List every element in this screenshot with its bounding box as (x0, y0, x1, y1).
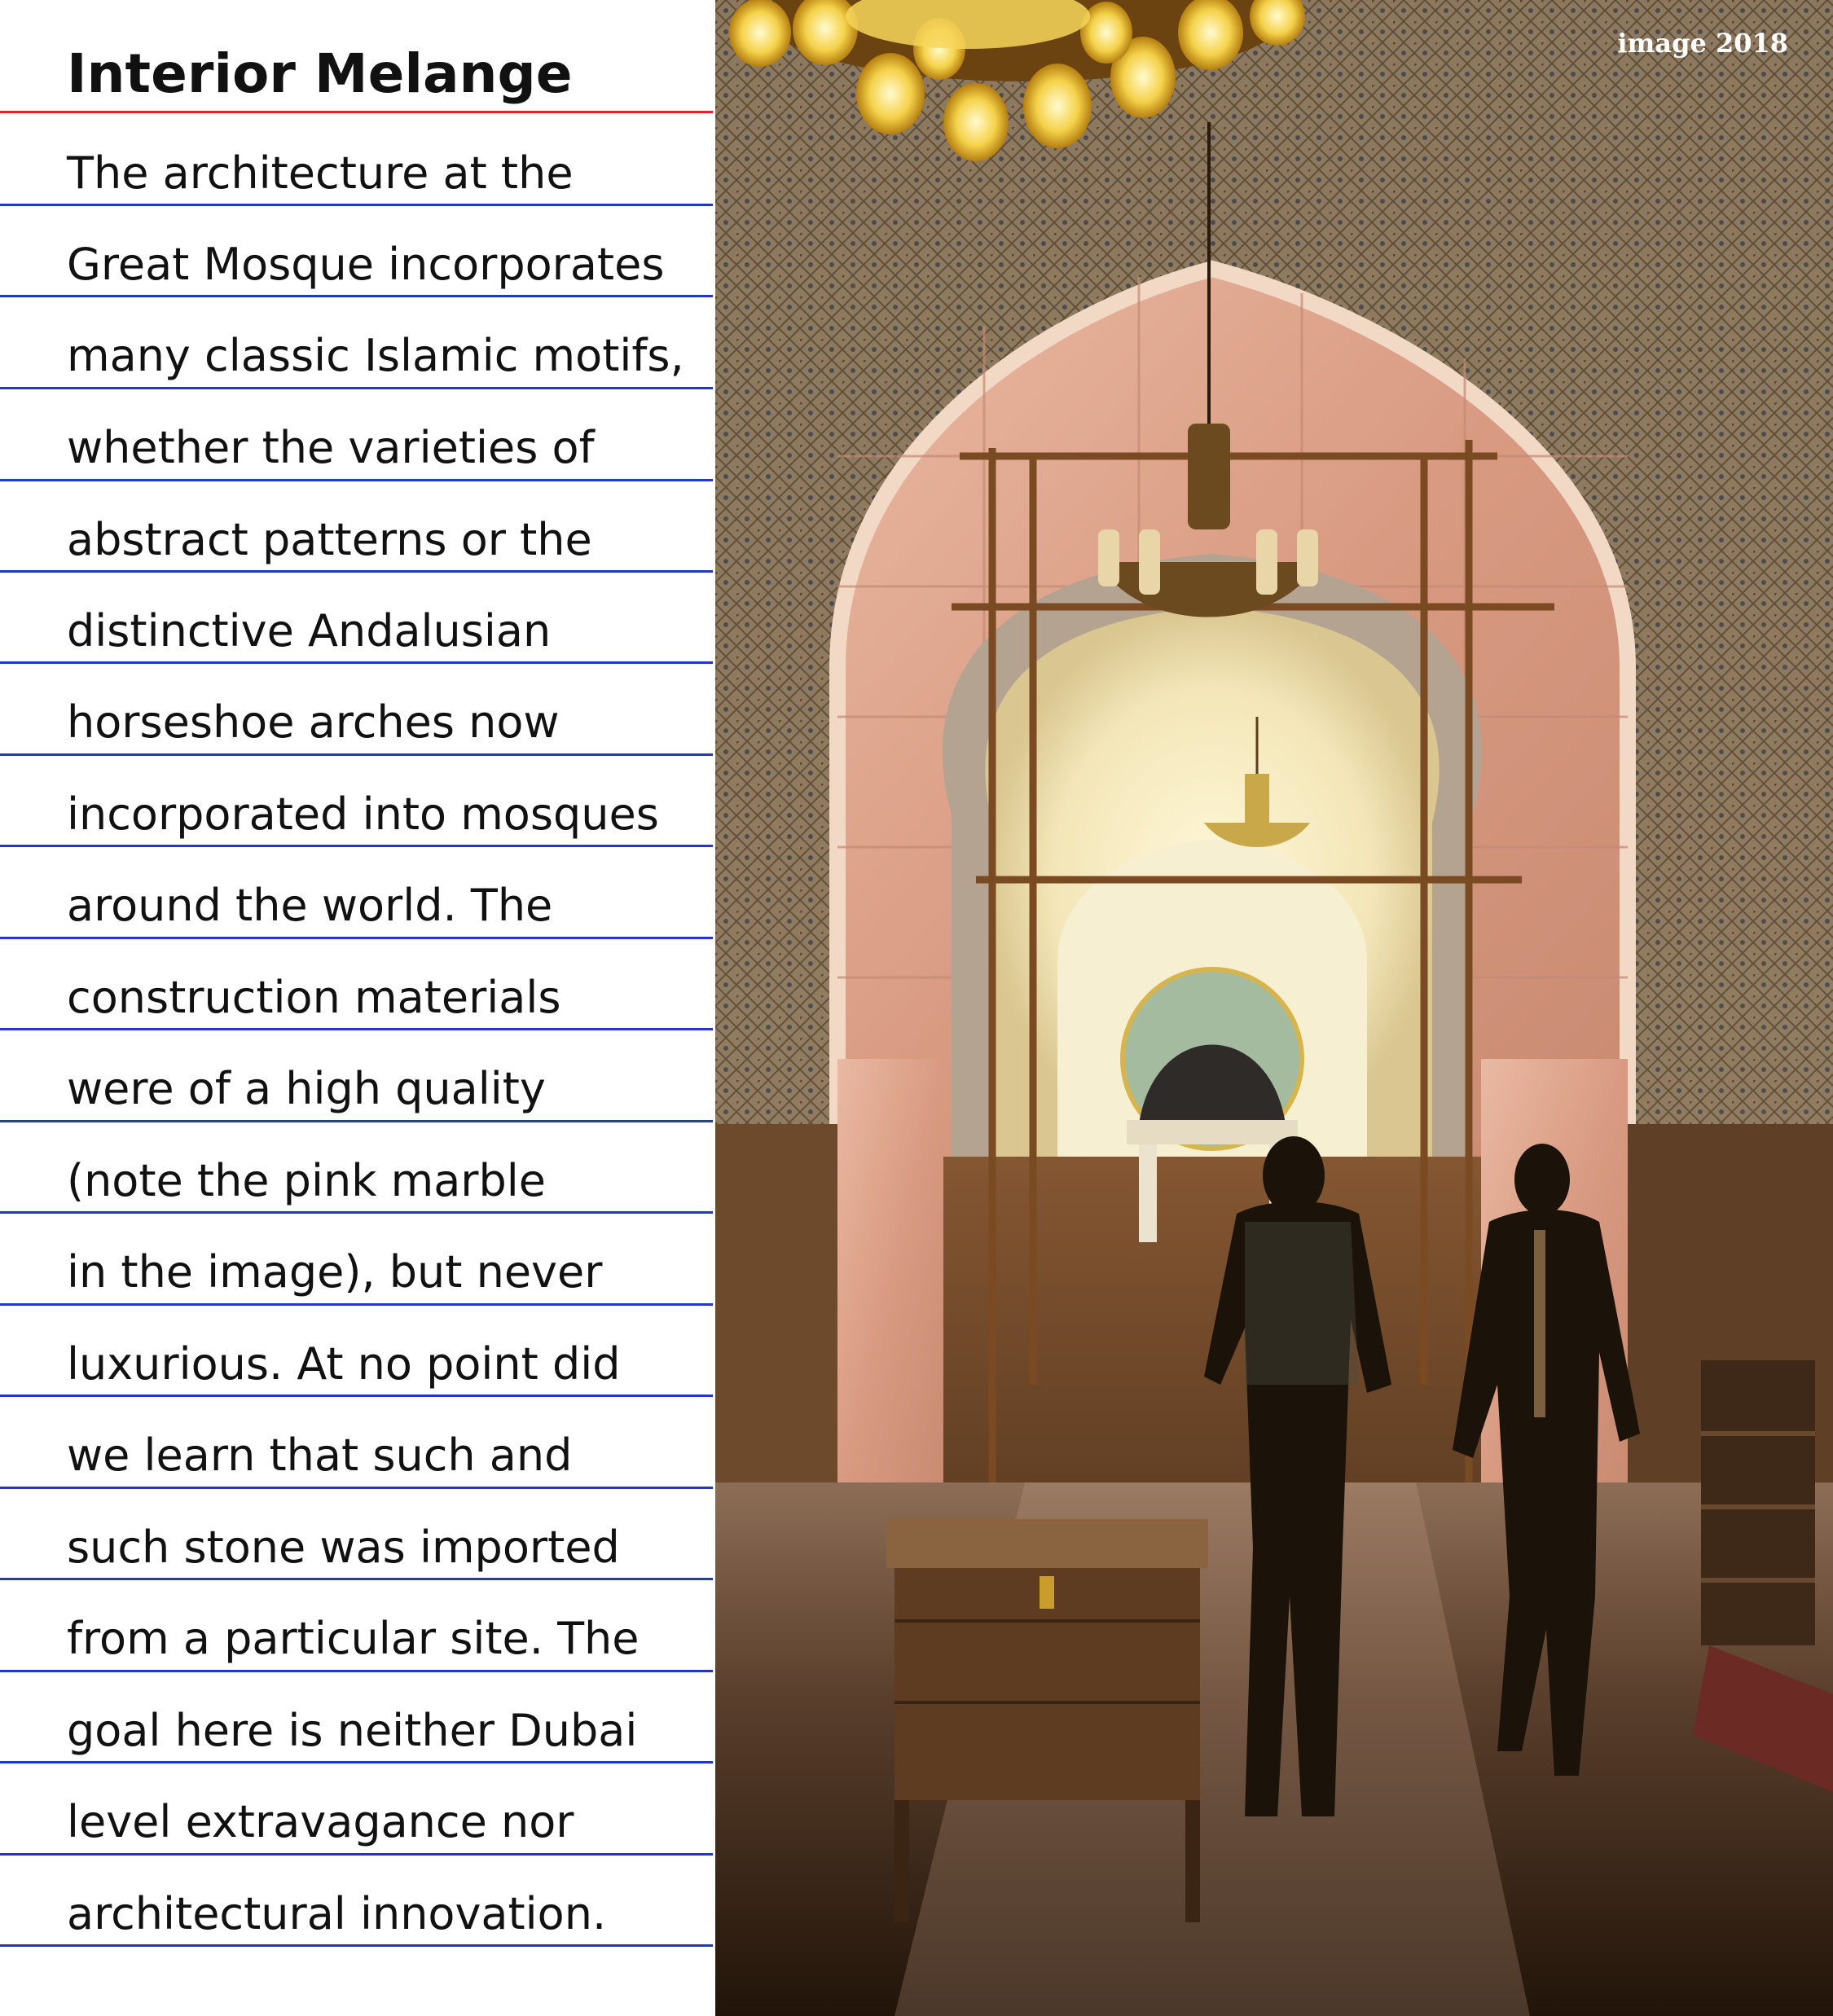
ruled-line (0, 387, 713, 389)
ruled-line (0, 295, 713, 297)
text-line: many classic Islamic motifs, (67, 330, 684, 381)
text-line: luxurious. At no point did (67, 1338, 621, 1390)
article-title: Interior Melange (67, 42, 573, 105)
text-line: we learn that such and (67, 1430, 573, 1481)
ruled-line (0, 1853, 713, 1856)
text-line: from a particular site. The (67, 1613, 640, 1664)
text-line: distinctive Andalusian (67, 605, 552, 657)
ruled-line (0, 1761, 713, 1763)
text-line: incorporated into mosques (67, 788, 659, 840)
text-line: horseshoe arches now (67, 696, 560, 748)
ruled-line (0, 1395, 713, 1397)
photo-caption: image 2018 (1617, 28, 1788, 59)
ruled-line (0, 1944, 713, 1947)
text-line: architectural innovation. (67, 1888, 607, 1939)
ruled-line (0, 1211, 713, 1214)
article-column (0, 0, 713, 2016)
text-line: around the world. The (67, 880, 553, 931)
ruled-line (0, 661, 713, 664)
text-line: level extravagance nor (67, 1796, 574, 1847)
text-line: such stone was imported (67, 1522, 620, 1573)
ruled-line (0, 1120, 713, 1122)
ruled-line (0, 1578, 713, 1580)
text-line: The architecture at the (67, 147, 574, 199)
ruled-line (0, 1303, 713, 1306)
ruled-line (0, 937, 713, 939)
text-line: Great Mosque incorporates (67, 239, 665, 290)
text-line: were of a high quality (67, 1063, 546, 1114)
ruled-line (0, 479, 713, 481)
ruled-line (0, 1028, 713, 1030)
ruled-line (0, 1670, 713, 1672)
text-line: (note the pink marble (67, 1155, 547, 1206)
text-line: construction materials (67, 972, 561, 1023)
mosque-interior-photo (715, 0, 1833, 2016)
ruled-line (0, 570, 713, 573)
ruled-line (0, 845, 713, 847)
text-line: in the image), but never (67, 1246, 603, 1298)
title-rule (0, 111, 713, 113)
text-line: whether the varieties of (67, 422, 595, 473)
text-line: abstract patterns or the (67, 514, 592, 565)
ruled-line (0, 753, 713, 756)
text-line: goal here is neither Dubai (67, 1705, 638, 1756)
ruled-line (0, 204, 713, 206)
ruled-line (0, 1487, 713, 1489)
